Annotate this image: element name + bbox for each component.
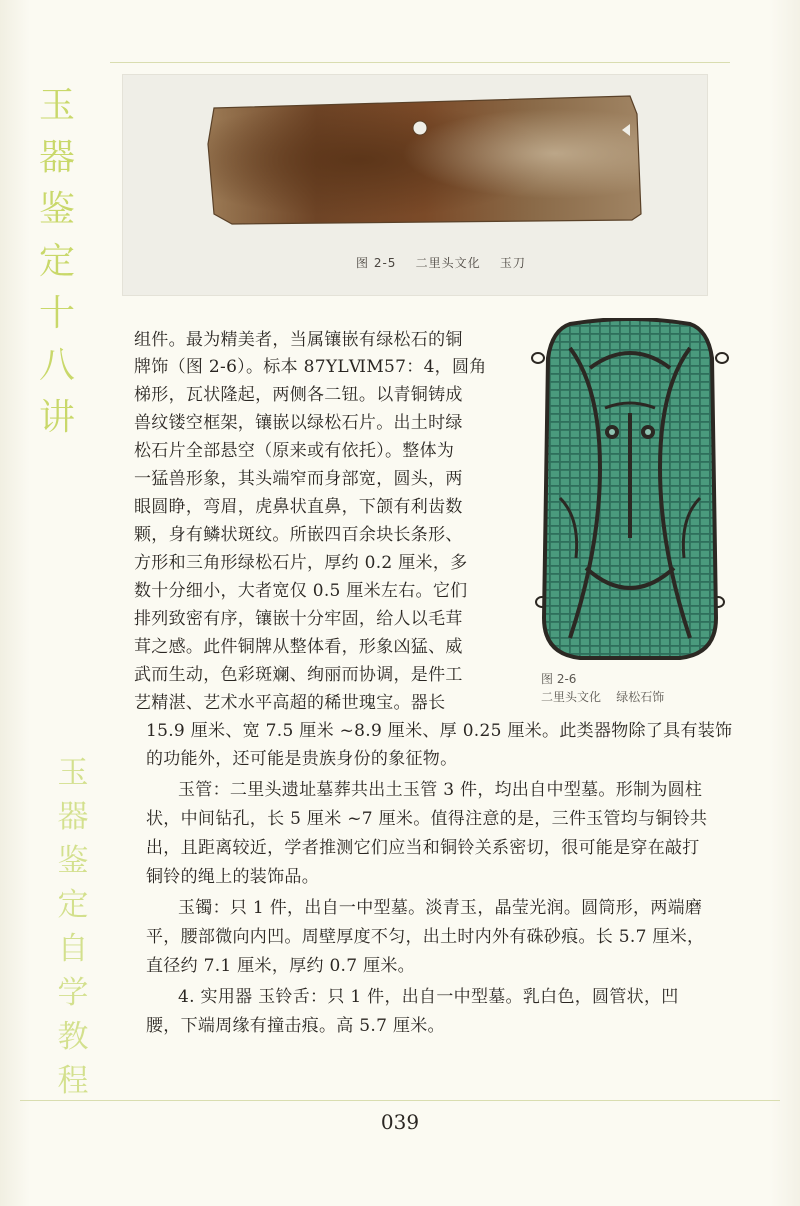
body-text-line: 的功能外，还可能是贵族身份的象征物。: [146, 749, 458, 769]
body-text-line: 铜铃的绳上的装饰品。: [146, 867, 319, 887]
body-text-line: 梯形，瓦状隆起，两侧各二钮。以青铜铸成: [134, 385, 463, 405]
side-title-book: [55, 755, 91, 1110]
body-text-line: 15.9 厘米、宽 7.5 厘米 ~8.9 厘米、厚 0.25 厘米。此类器物除了具有装饰: [146, 721, 733, 741]
footer-rule: [20, 1100, 780, 1101]
figure-caption-2-6-number: 图 2-6: [541, 672, 577, 686]
side-title-char: 鉴: [38, 189, 75, 230]
body-text-line: 茸之感。此件铜牌从整体看，形象凶猛、威: [134, 637, 463, 657]
side-title-char: 器: [57, 799, 89, 835]
turquoise-plaque-image: [530, 318, 730, 662]
side-title-char: 鉴: [57, 843, 89, 879]
side-title-char: 教: [57, 1019, 89, 1055]
header-rule: [110, 62, 730, 63]
body-text-line: 玉管：二里头遗址墓葬共出土玉管 3 件，均出自中型墓。形制为圆柱: [178, 780, 703, 800]
side-title-char: 器: [38, 137, 75, 178]
side-title-series: [34, 85, 80, 452]
body-text-line: 组件。最为精美者，当属镶嵌有绿松石的铜: [134, 330, 463, 350]
body-text-line: 方形和三角形绿松石片，厚约 0.2 厘米，多: [134, 553, 468, 573]
body-text-line: 艺精湛、艺术水平高超的稀世瑰宝。器长: [134, 693, 446, 713]
side-title-char: 自: [57, 931, 89, 967]
body-text-line: 排列致密有序，镶嵌十分牢固，给人以毛茸: [134, 609, 463, 629]
side-title-char: 学: [57, 975, 89, 1011]
side-title-char: 玉: [57, 755, 89, 791]
body-text-line: 武而生动，色彩斑斓、绚丽而协调，是件工: [134, 665, 463, 685]
figure-turquoise-plaque: [530, 318, 730, 662]
figure-caption-2-5: 图 2-5 二里头文化 玉刀: [356, 256, 526, 270]
body-text-line: 出，且距离较近，学者推测它们应当和铜铃关系密切，很可能是穿在敲打: [146, 838, 700, 858]
body-text-line: 松石片全部悬空（原来或有依托）。整体为: [134, 441, 455, 461]
body-text-line: 直径约 7.1 厘米，厚约 0.7 厘米。: [146, 956, 415, 976]
body-text-line: 颗，身有鳞状斑纹。所嵌四百余块长条形、: [134, 525, 463, 545]
body-text-line: 牌饰（图 2-6）。标本 87YLⅥM57：4，圆角: [134, 357, 487, 377]
body-text-line: 平，腰部微向内凹。周壁厚度不匀，出土时内外有硃砂痕。长 5.7 厘米，: [146, 927, 705, 947]
side-title-char: 玉: [38, 85, 75, 126]
body-text-line: 数十分细小，大者宽仅 0.5 厘米左右。它们: [134, 581, 468, 601]
side-title-char: 十: [38, 293, 75, 334]
body-text-line: 状，中间钻孔，长 5 厘米 ~7 厘米。值得注意的是，三件玉管均与铜铃共: [146, 809, 708, 829]
body-text-line: 兽纹镂空框架，镶嵌以绿松石片。出土时绿: [134, 413, 463, 433]
side-title-char: 定: [38, 241, 75, 282]
body-text-line: 眼圆睁，弯眉，虎鼻状直鼻，下颌有利齿数: [134, 497, 463, 517]
body-text-line: 腰，下端周缘有撞击痕。高 5.7 厘米。: [146, 1016, 445, 1036]
side-title-char: 讲: [38, 397, 75, 438]
body-text-line: 一猛兽形象，其头端窄而身部宽，圆头，两: [134, 469, 463, 489]
side-title-char: 定: [57, 887, 89, 923]
body-text-line: 4. 实用器 玉铃舌：只 1 件，出自一中型墓。乳白色，圆管状，凹: [178, 987, 679, 1007]
side-title-char: 八: [38, 345, 75, 386]
body-text-line: 玉镯：只 1 件，出自一中型墓。淡青玉，晶莹光润。圆筒形，两端磨: [178, 898, 703, 918]
page-number: 039: [380, 1110, 420, 1134]
side-title-char: 程: [57, 1063, 89, 1099]
figure-caption-2-6-title: 二里头文化 绿松石饰: [541, 690, 665, 704]
